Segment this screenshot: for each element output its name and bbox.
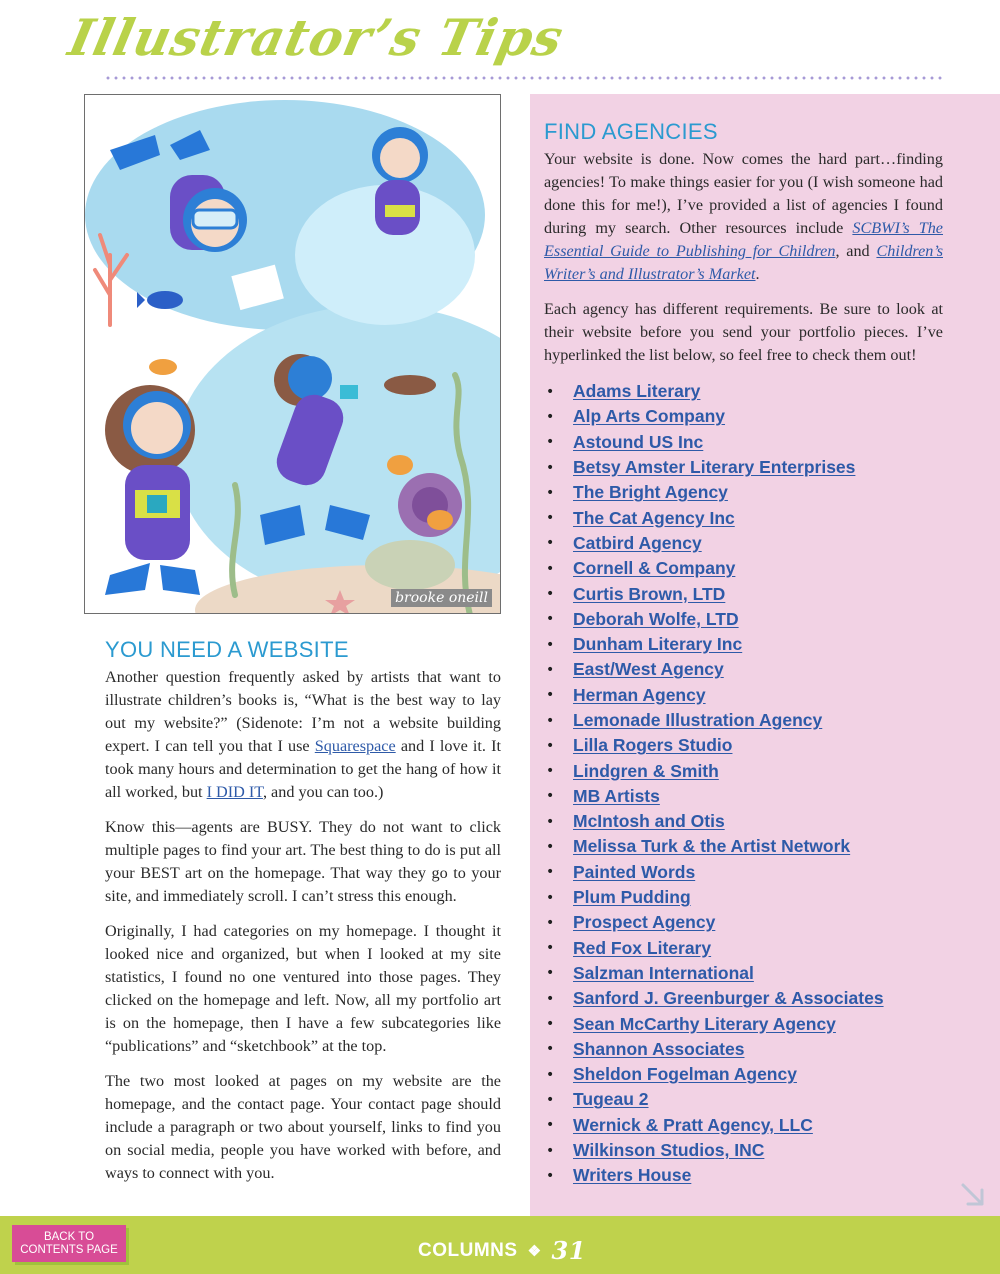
- agency-list-item: [544, 784, 943, 809]
- writers-market-link[interactable]: Children’s Writer’s and Illustrator’s Market: [544, 242, 943, 283]
- bullet-icon: •: [546, 1117, 555, 1134]
- website-section: [105, 637, 501, 1197]
- agency-link[interactable]: Painted Words: [573, 861, 696, 882]
- bullet-icon: •: [546, 510, 555, 527]
- agency-list-item: [544, 657, 943, 682]
- agency-list-item: [544, 809, 943, 834]
- text-run: and I love it. It took many hours and determination to get the hang of how it all worked, but: [105, 737, 502, 801]
- artist-signature: brooke oneill: [391, 589, 492, 607]
- agency-list-item: [544, 733, 943, 758]
- agency-link[interactable]: Curtis Brown, LTD: [573, 583, 726, 604]
- agency-link[interactable]: Wilkinson Studios, INC: [573, 1140, 765, 1161]
- agency-list-item: [544, 860, 943, 885]
- bullet-icon: •: [546, 1066, 555, 1083]
- bullet-icon: •: [546, 383, 555, 400]
- bullet-icon: •: [546, 737, 555, 754]
- agency-link[interactable]: Sheldon Fogelman Agency: [573, 1064, 797, 1085]
- bullet-icon: •: [546, 459, 555, 476]
- agency-link[interactable]: McIntosh and Otis: [573, 811, 725, 832]
- agency-list-item: [544, 683, 943, 708]
- agency-list: [544, 379, 943, 1189]
- bullet-icon: •: [546, 1167, 555, 1184]
- agency-list-item: [544, 910, 943, 935]
- agency-link[interactable]: The Cat Agency Inc: [573, 507, 735, 528]
- agency-link[interactable]: Deborah Wolfe, LTD: [573, 608, 739, 629]
- section-heading-agencies: FIND AGENCIES: [544, 119, 718, 144]
- agency-link[interactable]: Cornell & Company: [573, 558, 736, 579]
- underwater-diver-illustration: [84, 94, 501, 614]
- agency-list-item: [544, 1062, 943, 1087]
- agency-list-item: [544, 834, 943, 859]
- scbwi-guide-link[interactable]: SCBWI’s The Essential Guide to Publishing for Children: [544, 219, 943, 260]
- bullet-icon: •: [546, 940, 555, 957]
- agency-link[interactable]: Prospect Agency: [573, 912, 716, 933]
- agency-link[interactable]: Melissa Turk & the Artist Network: [573, 836, 851, 857]
- agency-list-item: [544, 961, 943, 986]
- agency-link[interactable]: Sean McCarthy Literary Agency: [573, 1013, 836, 1034]
- website-paragraph-1: [105, 666, 501, 804]
- agencies-paragraph-1: [544, 148, 943, 286]
- bullet-icon: •: [546, 1016, 555, 1033]
- squarespace-link[interactable]: Squarespace: [314, 737, 396, 755]
- publication-name: COLUMNS: [418, 1239, 518, 1261]
- agency-link[interactable]: Dunham Literary Inc: [573, 634, 743, 655]
- agency-list-item: [544, 1163, 943, 1188]
- agency-list-item: [544, 1037, 943, 1062]
- diamond-ornament-icon: ❖: [527, 1242, 542, 1260]
- agency-list-item: [544, 607, 943, 632]
- agency-link[interactable]: Herman Agency: [573, 684, 706, 705]
- agency-link[interactable]: MB Artists: [573, 785, 660, 806]
- bullet-icon: •: [546, 1041, 555, 1058]
- agency-link[interactable]: Lilla Rogers Studio: [573, 735, 733, 756]
- bullet-icon: •: [546, 408, 555, 425]
- next-page-arrow-icon[interactable]: [958, 1180, 990, 1212]
- agency-list-item: [544, 480, 943, 505]
- agency-list-item: [544, 505, 943, 530]
- bullet-icon: •: [546, 434, 555, 451]
- dotted-divider: [104, 76, 944, 80]
- bullet-icon: •: [546, 535, 555, 552]
- bullet-icon: •: [546, 788, 555, 805]
- agency-list-item: [544, 1087, 943, 1112]
- bullet-icon: •: [546, 1091, 555, 1108]
- footer-publication: [418, 1236, 586, 1265]
- agency-link[interactable]: Astound US Inc: [573, 431, 704, 452]
- website-paragraph-4: The two most looked at pages on my website are the homepage, and the contact page. Your contact page should include a paragraph or two about yourself, links to find you on social media, people you have worked with before, and ways to connect with you.: [105, 1072, 501, 1182]
- section-heading-website: YOU NEED A WEBSITE: [105, 637, 349, 662]
- agency-list-item: [544, 404, 943, 429]
- agency-link[interactable]: Sanford J. Greenburger & Associates: [573, 988, 884, 1009]
- agency-link[interactable]: Betsy Amster Literary Enterprises: [573, 457, 856, 478]
- agencies-section: [544, 119, 943, 1189]
- agency-link[interactable]: Lemonade Illustration Agency: [573, 710, 823, 730]
- bullet-icon: •: [546, 661, 555, 678]
- agency-link[interactable]: Tugeau 2: [573, 1089, 649, 1110]
- agency-list-item: [544, 379, 943, 404]
- agency-list-item: [544, 632, 943, 657]
- website-paragraph-3: Originally, I had categories on my homepage. I thought it looked nice and organized, but when I looked at my site statistics, I found no one ventured into those pages. They clicked on the homepage and left. Now, all my portfolio art is on the homepage, then I have a few subcategories like “publications” and “sketchbook” at the top.: [105, 922, 501, 1055]
- text-run: , and you can too.): [262, 783, 384, 801]
- back-button-label-2: CONTENTS PAGE: [20, 1243, 118, 1256]
- agency-list-item: [544, 531, 943, 556]
- agency-list-item: [544, 885, 943, 910]
- agencies-paragraph-2: Each agency has different requirements. Be sure to look at their website before you send your portfolio pieces. I’ve hyperlinked the list below, so feel free to check them out!: [544, 300, 943, 364]
- agency-list-item: [544, 1138, 943, 1163]
- agency-link[interactable]: Adams Literary: [573, 381, 701, 402]
- agency-link[interactable]: Salzman International: [573, 962, 754, 983]
- bullet-icon: •: [546, 560, 555, 577]
- bullet-icon: •: [546, 636, 555, 653]
- agency-list-item: [544, 556, 943, 581]
- page-number: 31: [551, 1236, 586, 1265]
- bullet-icon: •: [546, 763, 555, 780]
- agency-link[interactable]: East/West Agency: [573, 659, 724, 680]
- bullet-icon: •: [546, 990, 555, 1007]
- bullet-icon: •: [546, 838, 555, 855]
- back-to-contents-button[interactable]: [12, 1225, 126, 1262]
- agency-list-item: [544, 758, 943, 783]
- text-run: .: [755, 265, 760, 283]
- bullet-icon: •: [546, 914, 555, 931]
- agency-list-item: [544, 936, 943, 961]
- agency-list-item: [544, 1113, 943, 1138]
- agency-list-item: [544, 581, 943, 606]
- bullet-icon: •: [546, 889, 555, 906]
- bullet-icon: •: [546, 965, 555, 982]
- agency-link[interactable]: Wernick & Pratt Agency, LLC: [573, 1114, 813, 1135]
- bullet-icon: •: [546, 586, 555, 603]
- text-run: Your website is done. Now comes the hard part…finding agencies! To make things easier for you (I wish someone had done this for me!), I’ve provided a list of agencies I found during my search. Other resources include: [544, 150, 943, 237]
- text-run: , and: [835, 242, 877, 260]
- text-run: Another question frequently asked by artists that want to illustrate children’s books is, “What is the best way to lay out my website?” (Sidenote: I’m not a website building expert. I can tell you that I use: [105, 668, 501, 755]
- i-did-it-link[interactable]: I DID IT: [206, 783, 263, 801]
- agency-list-item: [544, 455, 943, 480]
- agency-link[interactable]: Plum Pudding: [573, 887, 691, 908]
- agency-link[interactable]: Shannon Associates: [573, 1038, 745, 1059]
- agency-link[interactable]: Lindgren & Smith: [573, 760, 719, 781]
- agency-link[interactable]: Writers House: [573, 1165, 692, 1186]
- page-title: Illustrator’s Tips: [63, 8, 569, 67]
- bullet-icon: •: [546, 687, 555, 704]
- back-button-label-1: BACK TO: [43, 1230, 95, 1243]
- agency-list-item: [544, 708, 943, 733]
- agency-list-item: [544, 986, 943, 1011]
- agency-link[interactable]: The Bright Agency: [573, 482, 728, 503]
- agency-link[interactable]: Catbird Agency: [573, 532, 702, 553]
- bullet-icon: •: [546, 484, 555, 501]
- bullet-icon: •: [546, 813, 555, 830]
- agency-link[interactable]: Alp Arts Company: [573, 406, 726, 427]
- bullet-icon: •: [546, 1142, 555, 1159]
- bullet-icon: •: [546, 712, 555, 729]
- bullet-icon: •: [546, 611, 555, 628]
- bullet-icon: •: [546, 864, 555, 881]
- agency-list-item: [544, 430, 943, 455]
- website-paragraph-2: Know this—agents are BUSY. They do not want to click multiple pages to find your art. The best thing to do is put all your BEST art on the homepage. That way they go to your site, and immediately scroll. I can’t stress this enough.: [105, 818, 501, 905]
- agency-list-item: [544, 1011, 943, 1036]
- agency-link[interactable]: Red Fox Literary: [573, 937, 712, 958]
